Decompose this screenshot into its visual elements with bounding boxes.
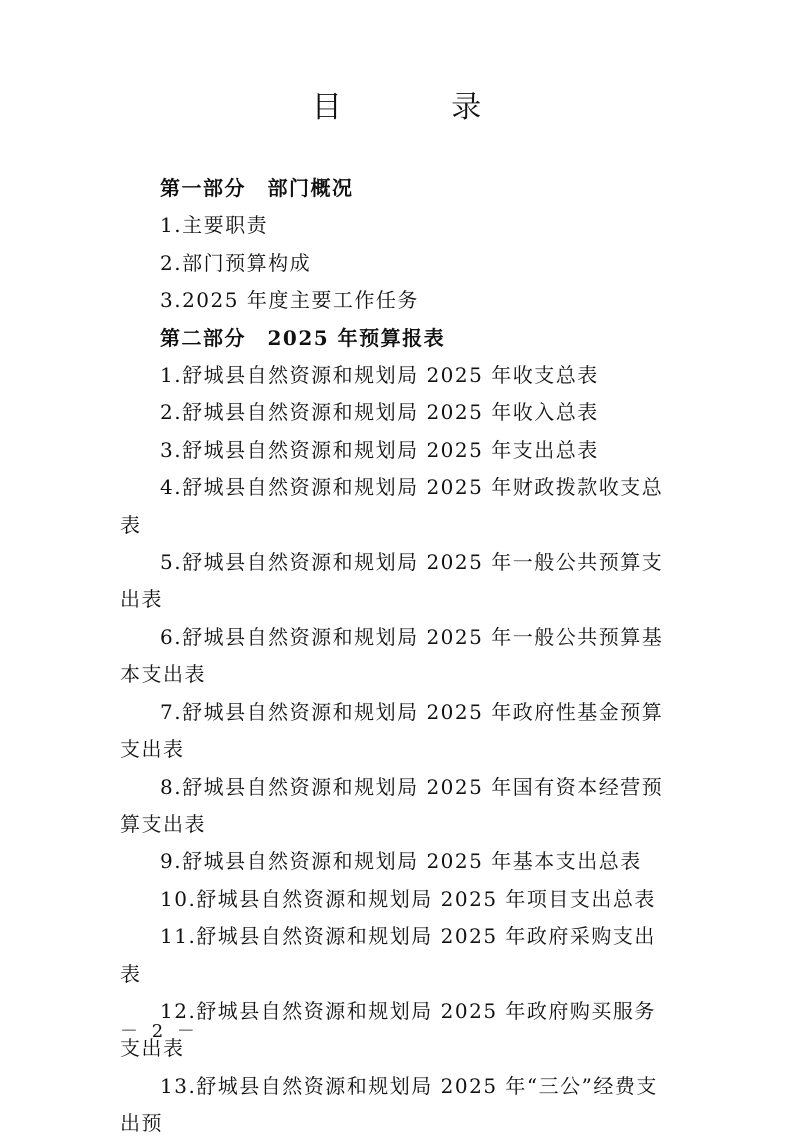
toc-entry: 3.2025 年度主要工作任务 <box>160 288 419 313</box>
table-of-contents <box>120 170 676 1143</box>
toc-entry: 2.部门预算构成 <box>160 250 312 275</box>
toc-entry: 12.舒城县自然资源和规划局 2025 年政府购买服务支出表 <box>120 998 656 1061</box>
toc-entry: 5.舒城县自然资源和规划局 2025 年一般公共预算支出表 <box>120 550 664 612</box>
page-number: － 2 － <box>120 1021 199 1042</box>
toc-entry: 4.舒城县自然资源和规划局 2025 年财政拨款收支总表 <box>120 475 664 537</box>
toc-entry: 3.舒城县自然资源和规划局 2025 年支出总表 <box>160 437 599 462</box>
page-title: 目 录 <box>311 90 532 125</box>
toc-entry: 2.舒城县自然资源和规划局 2025 年收入总表 <box>160 400 599 425</box>
toc-section-heading: 第二部分 2025 年预算报表 <box>160 325 446 350</box>
toc-section-heading: 第一部分 部门概况 <box>160 176 354 200</box>
toc-entry: 13.舒城县自然资源和规划局 2025 年“三公”经费支出预 <box>120 1073 658 1136</box>
toc-entry: 9.舒城县自然资源和规划局 2025 年基本支出总表 <box>160 849 642 874</box>
toc-entry: 1.主要职责 <box>160 213 269 238</box>
toc-entry: 11.舒城县自然资源和规划局 2025 年政府采购支出表 <box>120 924 656 986</box>
toc-entry: 6.舒城县自然资源和规划局 2025 年一般公共预算基本支出表 <box>120 624 664 687</box>
toc-entry: 7.舒城县自然资源和规划局 2025 年政府性基金预算支出表 <box>120 699 664 762</box>
toc-entry: 1.舒城县自然资源和规划局 2025 年收支总表 <box>160 363 599 388</box>
toc-entry: 8.舒城县自然资源和规划局 2025 年国有资本经营预算支出表 <box>120 774 664 836</box>
toc-entry: 10.舒城县自然资源和规划局 2025 年项目支出总表 <box>160 886 656 911</box>
